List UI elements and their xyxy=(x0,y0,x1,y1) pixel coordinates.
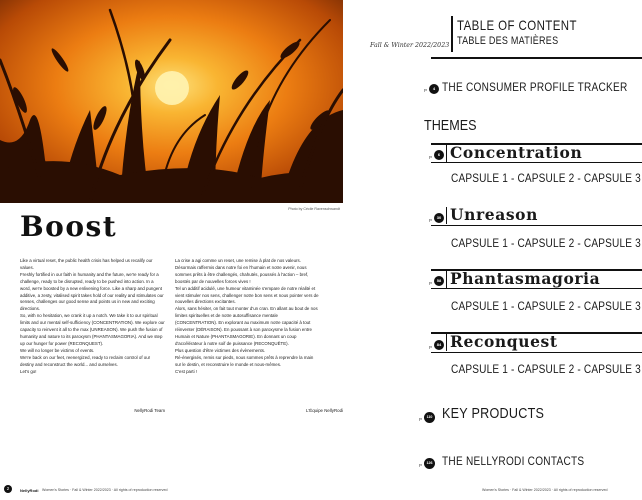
english-text xyxy=(20,258,165,375)
theme-divider xyxy=(446,207,447,224)
footer-brand: NellyRodi xyxy=(20,488,39,493)
toc-entry-key-products[interactable]: KEY PRODUCTS xyxy=(442,405,545,422)
fr-paragraph: La crise a agi comme un reset, une remise à plat de nos valeurs. xyxy=(175,258,301,263)
toc-entry-consumer-tracker[interactable]: THE CONSUMER PROFILE TRACKER xyxy=(442,80,628,94)
theme-divider xyxy=(446,334,447,351)
fr-paragraph: Tel un additif acidulé, une humeur vitaminée s'empare de notre réalité et vient stimuler nos sens, challenger notre bon sens et nous pointer vers de nouvelles directions excitantes. xyxy=(175,285,319,305)
toc-subtitle: TABLE DES MATIÈRES xyxy=(457,35,559,47)
page-number-badge: 4 xyxy=(429,84,439,94)
theme-concentration[interactable]: Concentration xyxy=(450,143,583,162)
capsules-reconquest[interactable]: CAPSULE 1 - CAPSULE 2 - CAPSULE 3 xyxy=(451,362,641,376)
english-signature: NellyRodi Team xyxy=(134,408,165,413)
theme-underline xyxy=(431,162,642,163)
toc-entry-contacts[interactable]: THE NELLYRODI CONTACTS xyxy=(442,454,585,468)
en-paragraph: Freshly fortified in our faith in humanity and the future, we're ready for a challenge, ready to be disrupted, ready to be pushed into action. In a word, we're boosted by a new enlivening force. Like a sharp and pungent additive, a zesty, vitalised spirit takes hold of our reality and stimulates our senses, challenges our good sense and points us in new and exciting directions. xyxy=(20,271,164,312)
fr-paragraph: Ré-énergisés, remis sur pieds, nous sommes prêts à reprendre la main sur le destin, et reconstruire le monde et nous-mêmes. xyxy=(175,354,314,367)
footer-text: Women's Stories · Fall & Winter 2022/2023 · All rights of reproduction reserved xyxy=(482,488,608,492)
title-divider xyxy=(451,16,453,52)
capsules-unreason[interactable]: CAPSULE 1 - CAPSULE 2 - CAPSULE 3 xyxy=(451,236,641,250)
theme-underline xyxy=(431,225,642,226)
theme-reconquest[interactable]: Reconquest xyxy=(450,332,558,351)
page-number-badge: 110 xyxy=(424,412,435,423)
page-prefix: P xyxy=(429,155,433,160)
fr-paragraph: C'est parti ! xyxy=(175,368,198,374)
page-number-badge: 126 xyxy=(424,458,435,469)
fr-paragraph: Désormais raffermis dans notre foi en l'humain et notre avenir, nous sommes prêts à être challengés, chahutés, poussés à l'action – bref, boostés par de nouvelles forces vives ! xyxy=(175,264,309,284)
header-rule xyxy=(431,57,642,59)
capsules-phantasmagoria[interactable]: CAPSULE 1 - CAPSULE 2 - CAPSULE 3 xyxy=(451,299,641,313)
page-number-badge: 58 xyxy=(434,276,444,286)
page-prefix: P xyxy=(424,88,428,93)
theme-underline xyxy=(431,288,642,289)
theme-underline xyxy=(431,352,642,353)
french-signature: L'Équipe NellyRodi xyxy=(306,408,343,413)
en-paragraph: Like a virtual reset, the public health crisis has helped us recalify our values. xyxy=(20,258,153,270)
capsules-concentration[interactable]: CAPSULE 1 - CAPSULE 2 - CAPSULE 3 xyxy=(451,171,641,185)
theme-divider xyxy=(446,271,447,288)
page-prefix: P xyxy=(429,345,433,350)
fr-paragraph: Alors, sans hésiter, on fait tout monter d'un cran. En allant au bout de nos limites spirituelles et de notre autosuffisance mentale (CONCENTRATION). En explorant au maximum notre capacité à tout réinventer (DÉRAISON). En poussant à son paroxysme la fusion entre Humain et Nature (PHANTASMAGORIE). En donnant un coup d'accélérateur à notre soif de puissance (RECONQUÊTE). xyxy=(175,306,318,346)
page-number: 2 xyxy=(4,485,12,493)
page-number-badge: 30 xyxy=(434,213,444,223)
en-paragraph: We're back on our feet, reenergized, ready to reclaim control of our destiny and reconstruct the world... and ourselves. xyxy=(20,354,151,367)
en-paragraph: We will no longer be victims of events. xyxy=(20,347,95,353)
theme-unreason[interactable]: Unreason xyxy=(450,205,538,224)
theme-phantasmagoria[interactable]: Phantasmagoria xyxy=(450,269,601,288)
page-number-badge: 84 xyxy=(434,340,444,350)
page-prefix: P xyxy=(419,463,423,468)
article-title: Boost xyxy=(20,210,118,243)
themes-heading: THEMES xyxy=(424,117,477,134)
photo-credit: Photo by Cécile Ravenschwandt xyxy=(288,207,340,211)
toc-title: TABLE OF CONTENT xyxy=(457,17,577,33)
fr-paragraph: Plus question d'être victimes des évènements. xyxy=(175,347,266,353)
sunset-photo xyxy=(0,0,343,203)
en-paragraph: Let's go! xyxy=(20,368,37,374)
theme-divider xyxy=(446,145,447,162)
page-prefix: P xyxy=(419,417,423,422)
season-label: Fall & Winter 2022/2023 xyxy=(370,42,450,49)
page-prefix: P xyxy=(429,281,433,286)
en-paragraph: So, with no hesitation, we crank it up a notch. We take it to our spiritual limits and our mental self-sufficiency (CONCENTRATION). We explore our capacity to reinvent it all to the max (UNREASON). We push the fusion of humanity and nature to its paroxysm (PHANTASMAGORIA). And we step up our hunger for power (RECONQUEST). xyxy=(20,313,165,346)
footer-text: Women's Stories · Fall & Winter 2022/2023 · All rights of reproduction reserved xyxy=(42,488,168,492)
page-number-badge: 6 xyxy=(434,150,444,160)
page-prefix: P xyxy=(429,218,433,223)
french-text xyxy=(175,258,320,375)
